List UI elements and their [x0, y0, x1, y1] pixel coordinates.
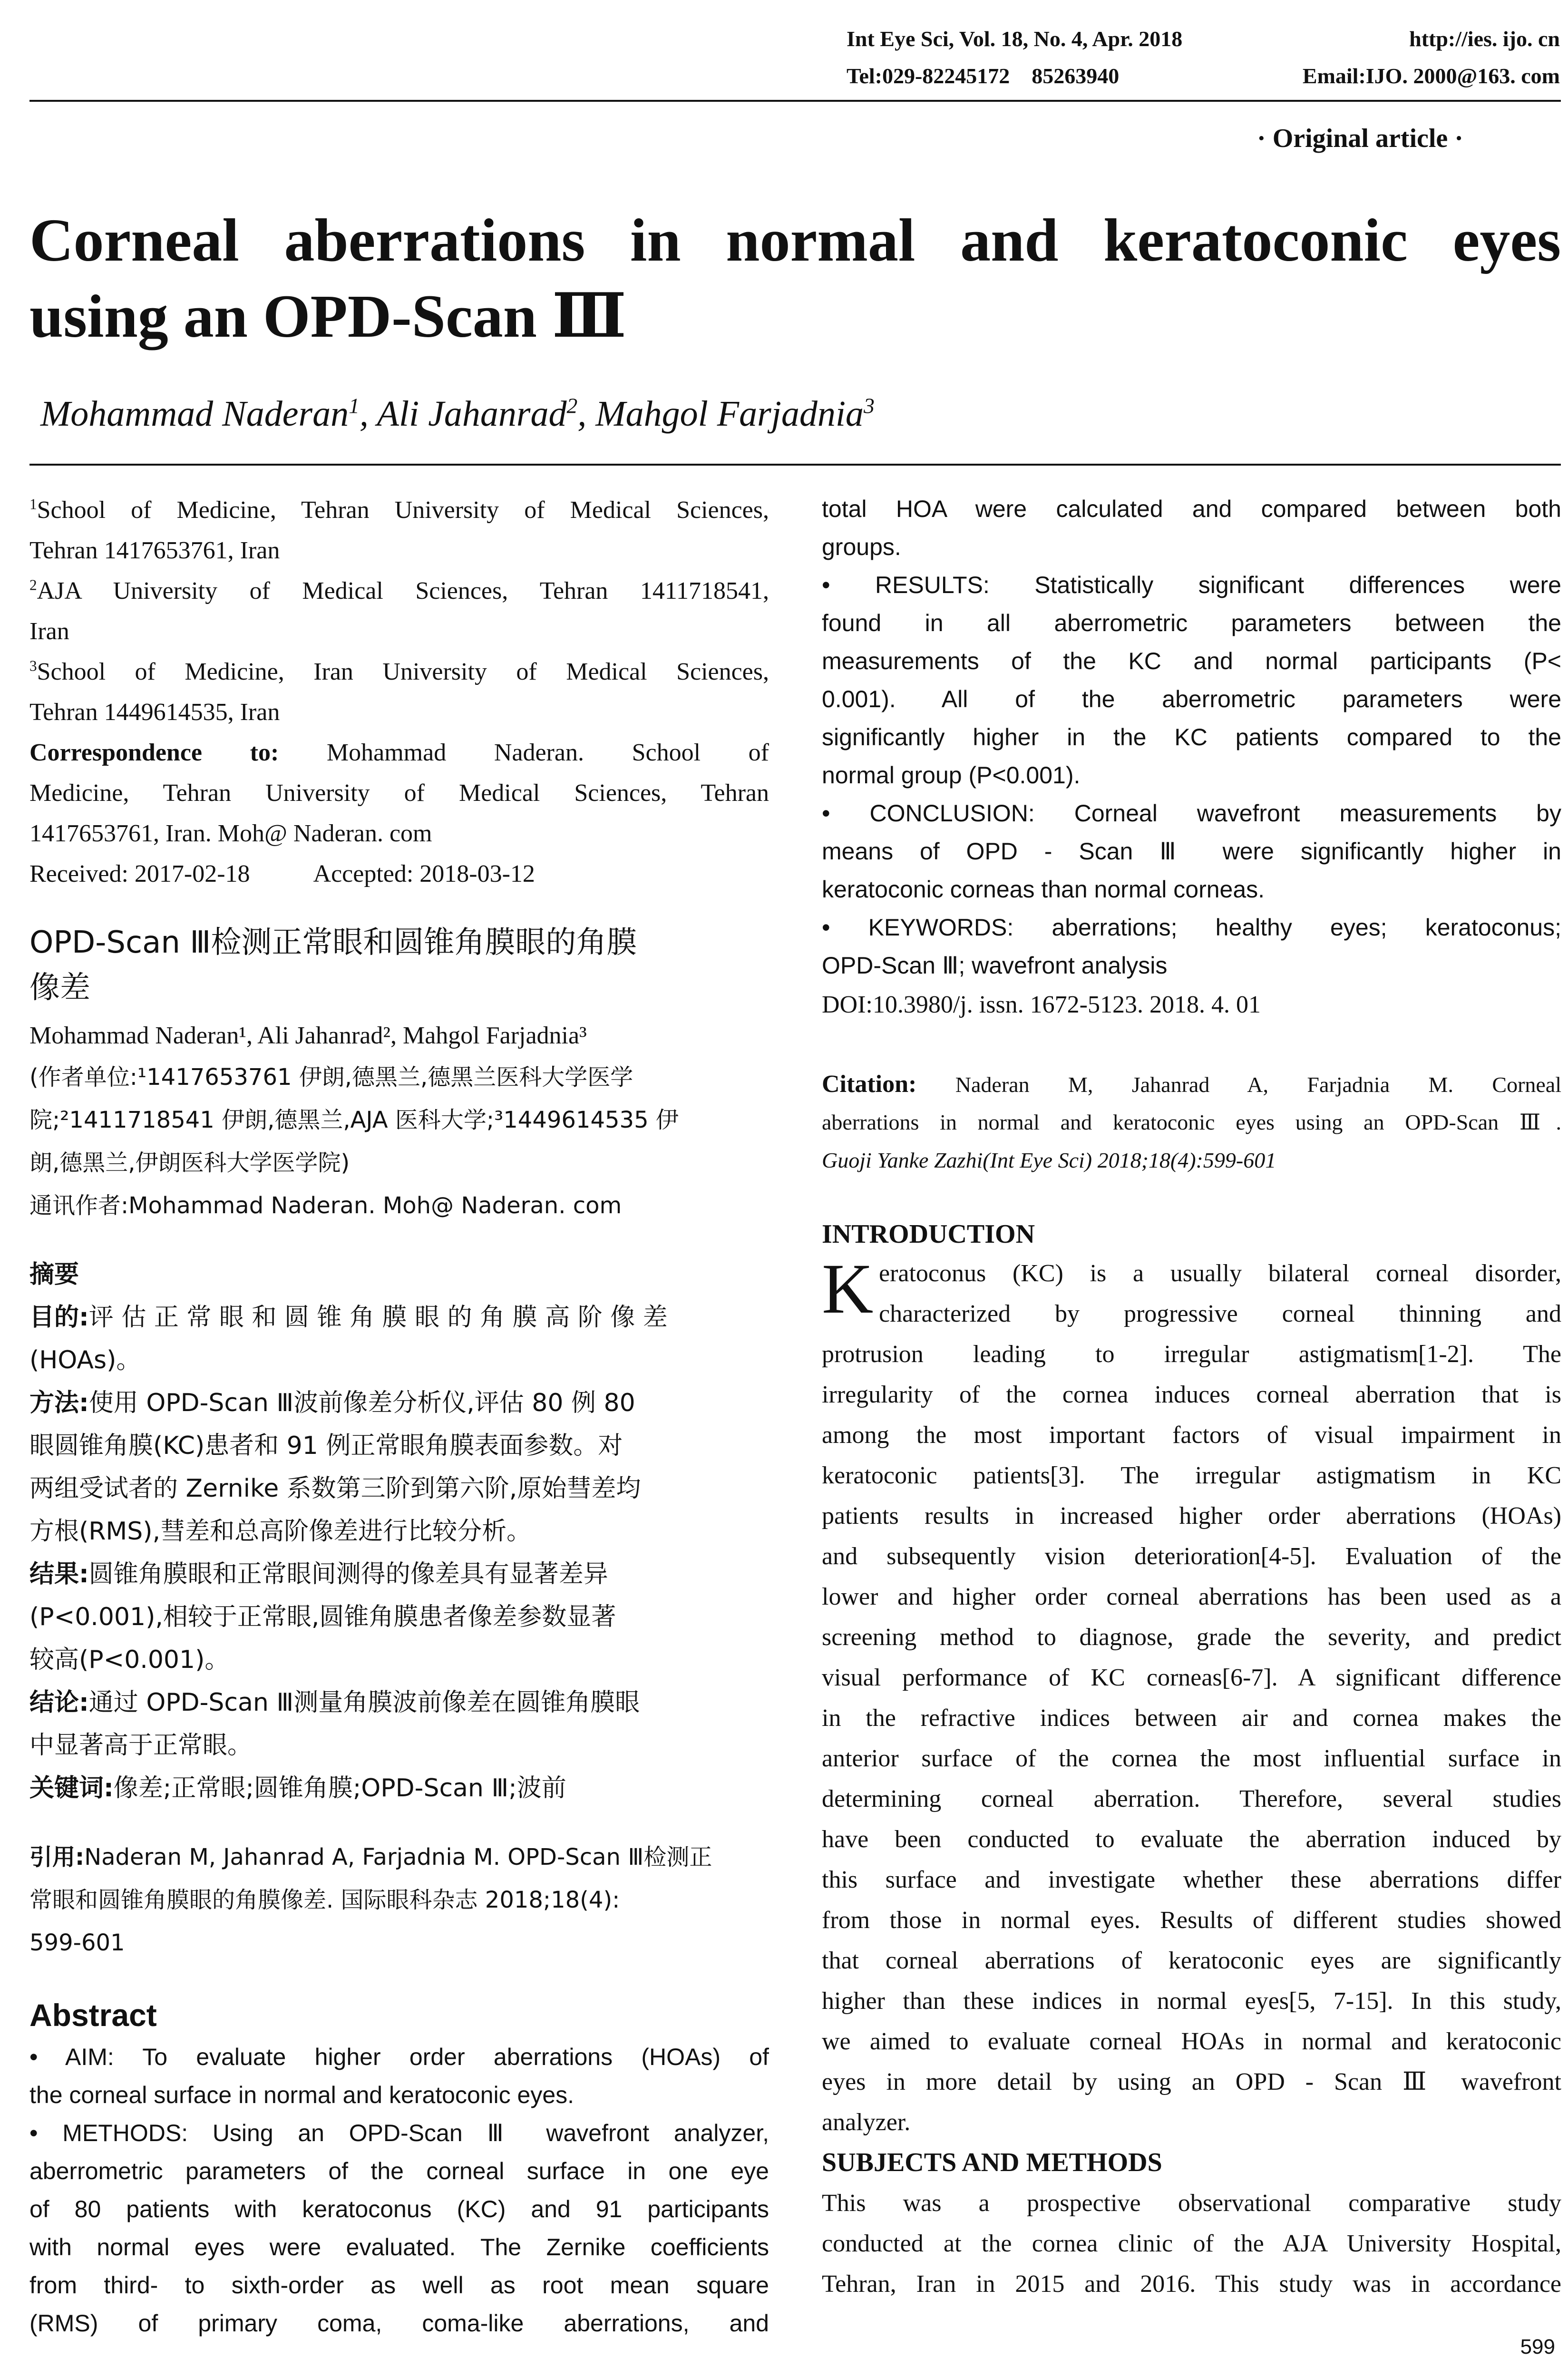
abstract-conclusion-cont: means of OPD - Scan Ⅲ were significantly higher in: [822, 838, 1561, 865]
cn-affiliation-line: 院;²1411718541 伊朗,德黑兰,AJA 医科大学;³1449614535 伊: [29, 1107, 679, 1133]
methods-label: • METHODS:: [29, 2120, 188, 2146]
author-separator: ,: [359, 394, 369, 434]
affiliations: [29, 490, 769, 732]
abstract-conclusion-cont: keratoconic corneas than normal corneas.: [822, 876, 1265, 903]
cn-result-cont: (P<0.001),相较于正常眼,圆锥角膜患者像差参数显著: [29, 1603, 616, 1631]
cn-affiliation-line: (作者单位:¹1417653761 伊朗,德黑兰,德黑兰医科大学医学: [29, 1064, 633, 1091]
article-title-line-2: using an OPD-Scan Ⅲ: [29, 283, 626, 350]
citation-line: Guoji Yanke Zazhi(Int Eye Sci) 2018;18(4):599-601: [822, 1148, 1276, 1172]
abstract-methods-end: groups.: [822, 534, 901, 560]
results-label: • RESULTS:: [822, 572, 990, 598]
cn-aim-cont: (HOAs)。: [29, 1346, 141, 1374]
cn-citation: 引用:Naderan M, Jahanrad A, Farjadnia M. OPD-Scan Ⅲ检测正: [29, 1844, 712, 1870]
abstract-methods-cont: aberrometric parameters of the corneal surface in one eye: [29, 2158, 769, 2184]
received-date: Received: 2017-02-18: [29, 860, 250, 887]
citation-line: Citation: Naderan M, Jahanrad A, Farjadnia M. Corneal: [822, 1071, 1561, 1098]
intro-line: eratoconus (KC) is a usually bilateral corneal disorder,: [879, 1260, 1561, 1287]
intro-line: lower and higher order corneal aberrations has been used as a: [822, 1583, 1561, 1610]
abstract-methods-cont: (RMS) of primary coma, coma-like aberrations, and: [29, 2310, 769, 2337]
abstract-results-cont: significantly higher in the KC patients compared to the: [822, 724, 1561, 750]
affiliation-line: Iran: [29, 618, 69, 645]
intro-line: protrusion leading to irregular astigmatism[1-2]. The: [822, 1341, 1561, 1368]
journal-citation: Int Eye Sci, Vol. 18, No. 4, Apr. 2018: [847, 27, 1183, 51]
cn-keywords: 关键词:像差;正常眼;圆锥角膜;OPD-Scan Ⅲ;波前: [29, 1774, 566, 1802]
page-number: 599: [1520, 2335, 1555, 2358]
cn-correspondence: 通讯作者:Mohammad Naderan. Moh@ Naderan. com: [29, 1192, 622, 1219]
drop-cap: K: [822, 1249, 874, 1328]
author-1-affil: 1: [349, 393, 360, 418]
abstract-keywords: • KEYWORDS: aberrations; healthy eyes; keratoconus;: [822, 914, 1561, 941]
cn-aim-label: 目的:: [29, 1303, 89, 1332]
citation-label: Citation:: [822, 1071, 917, 1098]
affiliation-line: Tehran 1417653761, Iran: [29, 537, 280, 564]
intro-line: from those in normal eyes. Results of different studies showed: [822, 1907, 1561, 1934]
correspondence-label: Correspondence to:: [29, 739, 279, 766]
cn-abstract-heading: 摘要: [29, 1260, 79, 1289]
keywords-label: • KEYWORDS:: [822, 914, 1014, 941]
cn-title-line: 像差: [29, 970, 90, 1005]
intro-line: that corneal aberrations of keratoconic eyes are significantly: [822, 1947, 1561, 1974]
accepted-date: Accepted: 2018-03-12: [313, 860, 535, 887]
methods-line: Tehran, Iran in 2015 and 2016. This study was in accordance: [822, 2270, 1561, 2298]
abstract-results-cont: measurements of the KC and normal participants (P<: [822, 648, 1561, 674]
intro-line: we aimed to evaluate corneal HOAs in normal and keratoconic: [822, 2028, 1561, 2055]
journal-tel: Tel:029-82245172 85263940: [847, 64, 1120, 88]
intro-line: higher than these indices in normal eyes[5, 7-15]. In this study,: [822, 1987, 1561, 2015]
author-2: Ali Jahanrad: [377, 394, 567, 434]
correspondence-line: Medicine, Tehran University of Medical Sciences, Tehran: [29, 779, 769, 807]
cn-method-cont: 两组受试者的 Zernike 系数第三阶到第六阶,原始彗差均: [29, 1474, 641, 1503]
abstract-results: • RESULTS: Statistically significant differences were: [822, 572, 1561, 598]
intro-heading: INTRODUCTION: [822, 1219, 1035, 1249]
cn-citation-label: 引用:: [29, 1844, 85, 1870]
cn-result-cont: 较高(P<0.001)。: [29, 1646, 230, 1674]
cn-affiliation-line: 朗,德黑兰,伊朗医科大学医学院): [29, 1150, 350, 1176]
intro-line: this surface and investigate whether these aberrations differ: [822, 1866, 1561, 1893]
intro-line: eyes in more detail by using an OPD - Scan Ⅲ wavefront: [822, 2068, 1561, 2095]
intro-line: in the refractive indices between air and cornea makes the: [822, 1705, 1561, 1732]
cn-authors: Mohammad Naderan¹, Ali Jahanrad², Mahgol Farjadnia³: [29, 1022, 587, 1049]
cn-aim: 目的:评 估 正 常 眼 和 圆 锥 角 膜 眼 的 角 膜 高 阶 像 差: [29, 1303, 668, 1332]
doi: DOI:10.3980/j. issn. 1672-5123. 2018. 4. 01: [822, 991, 1261, 1018]
abstract-keywords-cont: OPD-Scan Ⅲ; wavefront analysis: [822, 952, 1168, 979]
cn-conclusion: 结论:通过 OPD-Scan Ⅲ测量角膜波前像差在圆锥角膜眼: [29, 1688, 640, 1717]
methods-line: conducted at the cornea clinic of the AJA University Hospital,: [822, 2230, 1561, 2257]
author-list: [40, 390, 1182, 438]
cn-method: 方法:使用 OPD-Scan Ⅲ波前像差分析仪,评估 80 例 80: [29, 1389, 635, 1417]
affiliation-line: $^1$School of Medicine, Tehran University of Medical Sciences,: [29, 496, 769, 524]
intro-line: patients results in increased higher order aberrations (HOAs): [822, 1502, 1561, 1529]
abstract-aim-cont: the corneal surface in normal and keratoconic eyes.: [29, 2082, 575, 2108]
affiliation-line: $^2$AJA University of Medical Sciences, Tehran 1411718541,: [29, 576, 769, 604]
correspondence-line: Correspondence to: Mohammad Naderan. School of: [29, 739, 769, 766]
cn-method-cont: 方根(RMS),彗差和总高阶像差进行比较分析。: [29, 1517, 532, 1546]
abstract-methods-cont: from third- to sixth-order as well as root mean square: [29, 2272, 769, 2299]
cn-keywords-label: 关键词:: [29, 1774, 114, 1802]
citation: [822, 1065, 1561, 1179]
citation-line: aberrations in normal and keratoconic eyes using an OPD-Scan Ⅲ.: [822, 1110, 1561, 1134]
abstract-results-cont: 0.001). All of the aberrometric parameters were: [822, 686, 1561, 712]
intro-first-para: [822, 1249, 1561, 1334]
aim-label: • AIM:: [29, 2044, 114, 2070]
journal-url: http://ies. ijo. cn: [1409, 27, 1560, 51]
abstract-heading: Abstract: [29, 1997, 157, 2033]
intro-line: have been conducted to evaluate the aberration induced by: [822, 1826, 1561, 1853]
intro-line: anterior surface of the cornea the most influential surface in: [822, 1745, 1561, 1772]
cn-title: [29, 920, 769, 1011]
article-category: · Original article ·: [1257, 124, 1463, 153]
correspondence-line: 1417653761, Iran. Moh@ Naderan. com: [29, 820, 432, 847]
abstract-methods-end: total HOA were calculated and compared between both: [822, 496, 1561, 522]
methods-heading: SUBJECTS AND METHODS: [822, 2148, 1162, 2177]
cn-conclusion-label: 结论:: [29, 1688, 89, 1717]
left-column: [29, 490, 769, 2342]
journal-contact: [847, 62, 1560, 90]
author-2-affil: 2: [566, 393, 578, 418]
abstract-conclusion: • CONCLUSION: Corneal wavefront measurements by: [822, 800, 1561, 827]
cn-result-label: 结果:: [29, 1560, 89, 1588]
journal-info: [847, 25, 1560, 53]
authors-rule: [29, 464, 1561, 466]
right-column: [822, 490, 1561, 2304]
header-rule: [29, 100, 1561, 102]
intro-line: and subsequently vision deterioration[4-5]. Evaluation of the: [822, 1543, 1561, 1570]
intro-line: determining corneal aberration. Therefore, several studies: [822, 1785, 1561, 1812]
article-title-line-1: Corneal aberrations in normal and keratoconic eyes: [29, 206, 1561, 274]
correspondence: [29, 732, 769, 854]
abstract-aim: • AIM: To evaluate higher order aberrations (HOAs) of: [29, 2044, 769, 2070]
intro-line: among the most important factors of visual impairment in: [822, 1422, 1561, 1449]
intro-line: analyzer.: [822, 2109, 911, 2136]
received-accepted: [29, 854, 769, 894]
affiliation-line: Tehran 1449614535, Iran: [29, 699, 280, 726]
abstract-methods: • METHODS: Using an OPD-Scan Ⅲ wavefront analyzer,: [29, 2120, 769, 2146]
cn-citation-cont: 常眼和圆锥角膜眼的角膜像差. 国际眼科杂志 2018;18(4):: [29, 1887, 620, 1913]
cn-citation-cont: 599-601: [29, 1929, 125, 1956]
cn-method-cont: 眼圆锥角膜(KC)患者和 91 例正常眼角膜表面参数。对: [29, 1432, 623, 1460]
intro-line: screening method to diagnose, grade the severity, and predict: [822, 1624, 1561, 1651]
intro-line: keratoconic patients[3]. The irregular astigmatism in KC: [822, 1462, 1561, 1489]
abstract-methods-cont: with normal eyes were evaluated. The Zernike coefficients: [29, 2234, 769, 2260]
abstract-results-cont: found in all aberrometric parameters between the: [822, 610, 1561, 636]
author-separator: ,: [577, 394, 587, 434]
intro-line: visual performance of KC corneas[6-7]. A significant difference: [822, 1664, 1561, 1691]
author-3: Mahgol Farjadnia: [595, 394, 864, 434]
cn-result: 结果:圆锥角膜眼和正常眼间测得的像差具有显著差异: [29, 1560, 608, 1588]
journal-email: Email:IJO. 2000@163. com: [1302, 64, 1560, 88]
intro-line: irregularity of the cornea induces corneal aberration that is: [822, 1381, 1561, 1408]
conclusion-label: • CONCLUSION:: [822, 800, 1035, 827]
cn-title-line: OPD-Scan Ⅲ检测正常眼和圆锥角膜眼的角膜: [29, 925, 637, 960]
intro-line: characterized by progressive corneal thinning and: [879, 1300, 1561, 1327]
author-3-affil: 3: [863, 393, 875, 418]
abstract-methods-cont: of 80 patients with keratoconus (KC) and 91 participants: [29, 2196, 769, 2222]
cn-method-label: 方法:: [29, 1389, 89, 1417]
methods-line: This was a prospective observational comparative study: [822, 2190, 1561, 2217]
affiliation-line: $^3$School of Medicine, Iran University of Medical Sciences,: [29, 657, 769, 685]
abstract-results-cont: normal group (P<0.001).: [822, 762, 1081, 789]
cn-conclusion-cont: 中显著高于正常眼。: [29, 1731, 253, 1760]
author-1: Mohammad Naderan: [40, 394, 349, 434]
